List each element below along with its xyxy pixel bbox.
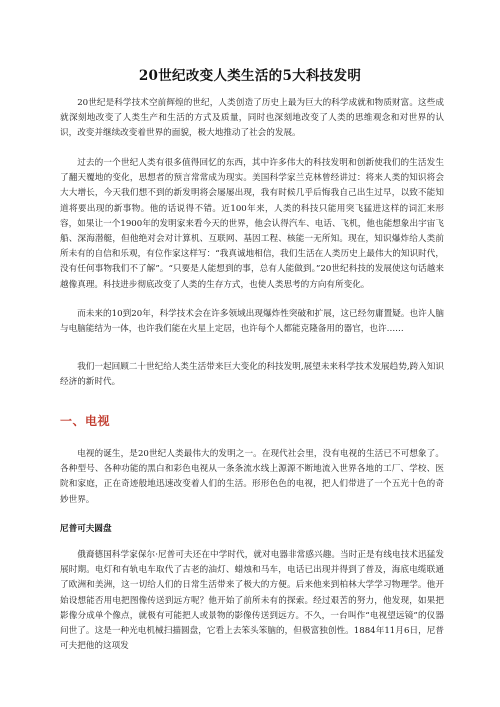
section-paragraph-television: 电视的诞生，是20世纪人类最伟大的发明之一。在现代社会里，没有电视的生活已不可想象了。各种型号、各种功能的黑白和彩色电视从一条条流水线上源源不断地流入世界各地的工厂、学校、医院和家庭，正在奇迹般地迅速改变着人们的生活。形形色色的电视，把人们带进了一个五光十色的奇妙世界。 [60,449,444,505]
intro-paragraph-4: 我们一起回顾二十世纪给人类生活带来巨大变化的科技发明,展望未来科学技术发展趋势,跨入知识经济的新时代。 [60,362,444,388]
intro-paragraph-2: 过去的一个世纪人类有很多值得回忆的东西，其中许多伟大的科技发明和创新使我们的生活发生了翻天覆地的变化，思想者的预言常常成为现实。美国科学家兰克林曾经讲过：将来人类的知识将会大大增长，今天我们想不到的新发明将会屡屡出现，我有时候几乎后悔我自己出生过早，以致不能知道将要出现的新事物。他的话说得不错。近100年来，人类的科技只能用突飞猛进这样的词汇来形容，如果让一个1900年的发明家来看今天的世界，他会认得汽车、电话、飞机，他也能想象出宇宙飞船、深海潜艇，但他绝对会对计算机、互联网、基因工程、核能一无所知。现在，知识爆炸给人类前所未有的自信和乐观，有位作家这样写：“我真诚地相信，我们生活在人类历史上最伟大的知识时代，没有任何事物我们不了解”。“只要是人能想到的事，总有人能做到。”20世纪科技的发展使这句话越来越像真理。科技进步彻底改变了人类的生存方式，也使人类思考的方向有所变化。 [60,158,444,290]
subheading-nipkow-disk: 尼普可夫圆盘 [60,524,112,534]
document-title: 20世纪改变人类生活的5大科技发明 [138,68,362,84]
intro-paragraph-1: 20世纪是科学技术空前辉煌的世纪，人类创造了历史上最为巨大的科学成就和物质财富。这些成就深刻地改变了人类生产和生活的方式及质量，同时也深刻地改变了人类的思维观念和对世界的认识，改变并继续改变着世界的面貌，极大地推动了社会的发展。 [60,98,444,139]
paragraph-nipkow-disk: 俄裔德国科学家保尔·尼普可夫还在中学时代，就对电器非常感兴趣。当时正是有线电技术迅猛发展时期。电灯和有轨电车取代了古老的油灯、蜡烛和马车，电话已出现并得到了普及，海底电缆联通了欧洲和美洲，这一切给人们的日常生活带来了极大的方便。后来他来到柏林大学学习物理学。他开始设想能否用电把图像传送到远方呢？他开始了前所未有的探索。经过艰苦的努力，他发现，如果把影像分成单个像点，就极有可能把人或景物的影像传送到远方。不久，一台叫作“电视望远镜”的仪器问世了。这是一种光电机械扫描圆盘，它看上去笨头笨脑的，但极富独创性。1884年11月6日，尼普可夫把他的这项发 [60,550,444,652]
intro-paragraph-3: 而未来的10到20年，科学技术会在许多领域出现爆炸性突破和扩展，这已经勿庸置疑。也许人脑与电脑能结为一体，也许我们能在火星上定居，也许每个人都能克隆备用的器官，也许…… [60,309,444,335]
section-heading-television: 一、电视 [60,414,111,428]
